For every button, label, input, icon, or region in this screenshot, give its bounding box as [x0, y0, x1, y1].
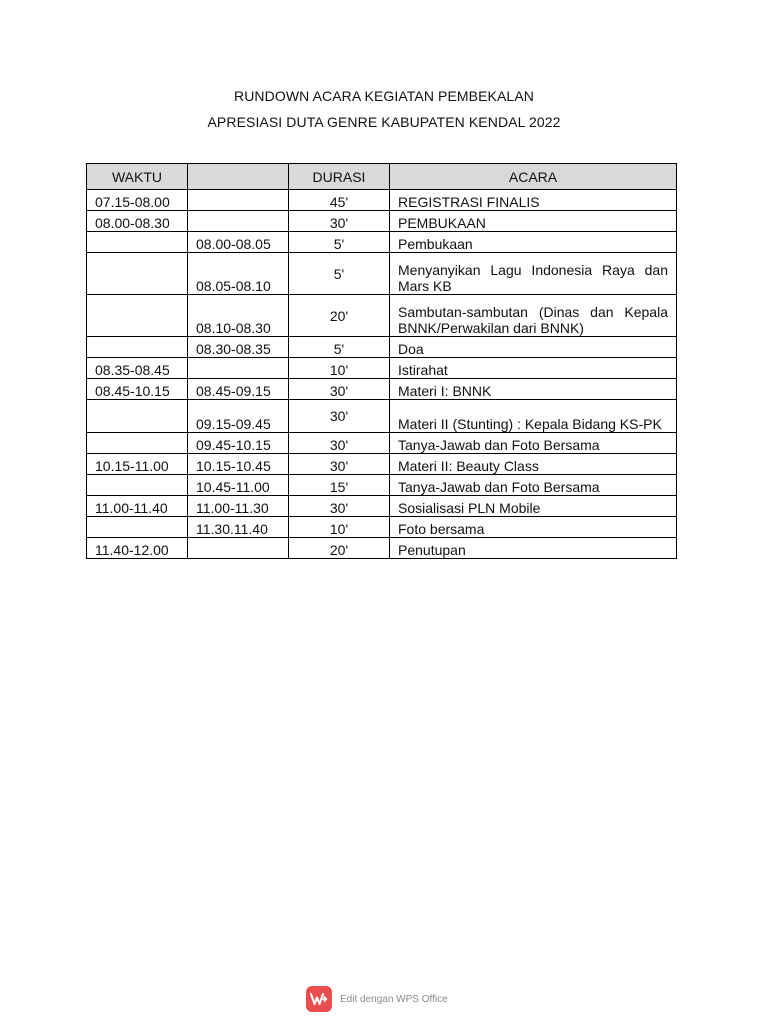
cell-acara: Doa	[390, 337, 677, 358]
table-row	[87, 253, 677, 295]
table-row	[87, 475, 677, 496]
cell-subtime: 08.05-08.10	[188, 253, 289, 295]
cell-durasi: 30'	[289, 211, 390, 232]
cell-durasi: 30'	[289, 454, 390, 475]
cell-acara: Materi II: Beauty Class	[390, 454, 677, 475]
cell-waktu: 08.45-10.15	[87, 379, 188, 400]
cell-waktu	[87, 400, 188, 433]
cell-acara: Materi I: BNNK	[390, 379, 677, 400]
cell-acara: Istirahat	[390, 358, 677, 379]
table-row	[87, 496, 677, 517]
cell-waktu	[87, 232, 188, 253]
cell-waktu: 10.15-11.00	[87, 454, 188, 475]
cell-waktu: 07.15-08.00	[87, 190, 188, 211]
table-row	[87, 295, 677, 337]
cell-waktu	[87, 433, 188, 454]
cell-waktu	[87, 295, 188, 337]
table-row	[87, 232, 677, 253]
table-row	[87, 379, 677, 400]
cell-subtime: 11.00-11.30	[188, 496, 289, 517]
header-subtime	[188, 164, 289, 190]
cell-subtime	[188, 538, 289, 559]
header-durasi: DURASI	[289, 164, 390, 190]
cell-waktu	[87, 337, 188, 358]
document-title-line1: RUNDOWN ACARA KEGIATAN PEMBEKALAN	[234, 88, 534, 104]
cell-subtime: 09.15-09.45	[188, 400, 289, 433]
cell-subtime: 10.15-10.45	[188, 454, 289, 475]
cell-subtime: 08.00-08.05	[188, 232, 289, 253]
cell-durasi: 30'	[289, 496, 390, 517]
cell-subtime	[188, 190, 289, 211]
footer-edit-text: Edit dengan WPS Office	[340, 993, 448, 1005]
wps-office-footer[interactable]	[306, 986, 448, 1012]
cell-durasi: 5'	[289, 232, 390, 253]
cell-subtime: 08.30-08.35	[188, 337, 289, 358]
cell-acara: PEMBUKAAN	[390, 211, 677, 232]
cell-subtime: 08.45-09.15	[188, 379, 289, 400]
cell-acara: Tanya-Jawab dan Foto Bersama	[390, 475, 677, 496]
cell-durasi: 30'	[289, 433, 390, 454]
cell-waktu: 08.35-08.45	[87, 358, 188, 379]
header-acara: ACARA	[390, 164, 677, 190]
table-header-row	[87, 164, 677, 190]
cell-acara: Pembukaan	[390, 232, 677, 253]
cell-waktu	[87, 475, 188, 496]
cell-acara: Materi II (Stunting) : Kepala Bidang KS-PK	[390, 400, 677, 433]
table-row	[87, 538, 677, 559]
cell-acara: REGISTRASI FINALIS	[390, 190, 677, 211]
table-row	[87, 517, 677, 538]
table-row	[87, 337, 677, 358]
cell-subtime: 08.10-08.30	[188, 295, 289, 337]
cell-durasi: 10'	[289, 517, 390, 538]
cell-waktu: 08.00-08.30	[87, 211, 188, 232]
cell-acara: Foto bersama	[390, 517, 677, 538]
cell-acara: Menyanyikan Lagu Indonesia Raya dan Mars KB	[390, 253, 677, 295]
cell-durasi: 20'	[289, 295, 390, 337]
document-title-line2: APRESIASI DUTA GENRE KABUPATEN KENDAL 2022	[207, 114, 561, 130]
cell-subtime	[188, 211, 289, 232]
cell-durasi: 20'	[289, 538, 390, 559]
cell-acara: Penutupan	[390, 538, 677, 559]
table-row	[87, 433, 677, 454]
cell-subtime: 11.30.11.40	[188, 517, 289, 538]
table-row	[87, 190, 677, 211]
cell-durasi: 30'	[289, 400, 390, 433]
cell-durasi: 5'	[289, 253, 390, 295]
cell-subtime: 09.45-10.15	[188, 433, 289, 454]
cell-waktu	[87, 517, 188, 538]
cell-durasi: 10'	[289, 358, 390, 379]
cell-acara: Tanya-Jawab dan Foto Bersama	[390, 433, 677, 454]
cell-durasi: 30'	[289, 379, 390, 400]
cell-waktu: 11.00-11.40	[87, 496, 188, 517]
cell-waktu: 11.40-12.00	[87, 538, 188, 559]
cell-waktu	[87, 253, 188, 295]
table-row	[87, 454, 677, 475]
cell-subtime: 10.45-11.00	[188, 475, 289, 496]
table-row	[87, 211, 677, 232]
header-waktu: WAKTU	[87, 164, 188, 190]
cell-durasi: 5'	[289, 337, 390, 358]
cell-durasi: 15'	[289, 475, 390, 496]
cell-acara: Sosialisasi PLN Mobile	[390, 496, 677, 517]
wps-office-logo-icon	[306, 986, 332, 1012]
cell-acara: Sambutan-sambutan (Dinas dan Kepala BNNK/Perwakilan dari BNNK)	[390, 295, 677, 337]
table-row	[87, 400, 677, 433]
table-row	[87, 358, 677, 379]
cell-subtime	[188, 358, 289, 379]
rundown-table	[86, 163, 677, 559]
cell-durasi: 45'	[289, 190, 390, 211]
